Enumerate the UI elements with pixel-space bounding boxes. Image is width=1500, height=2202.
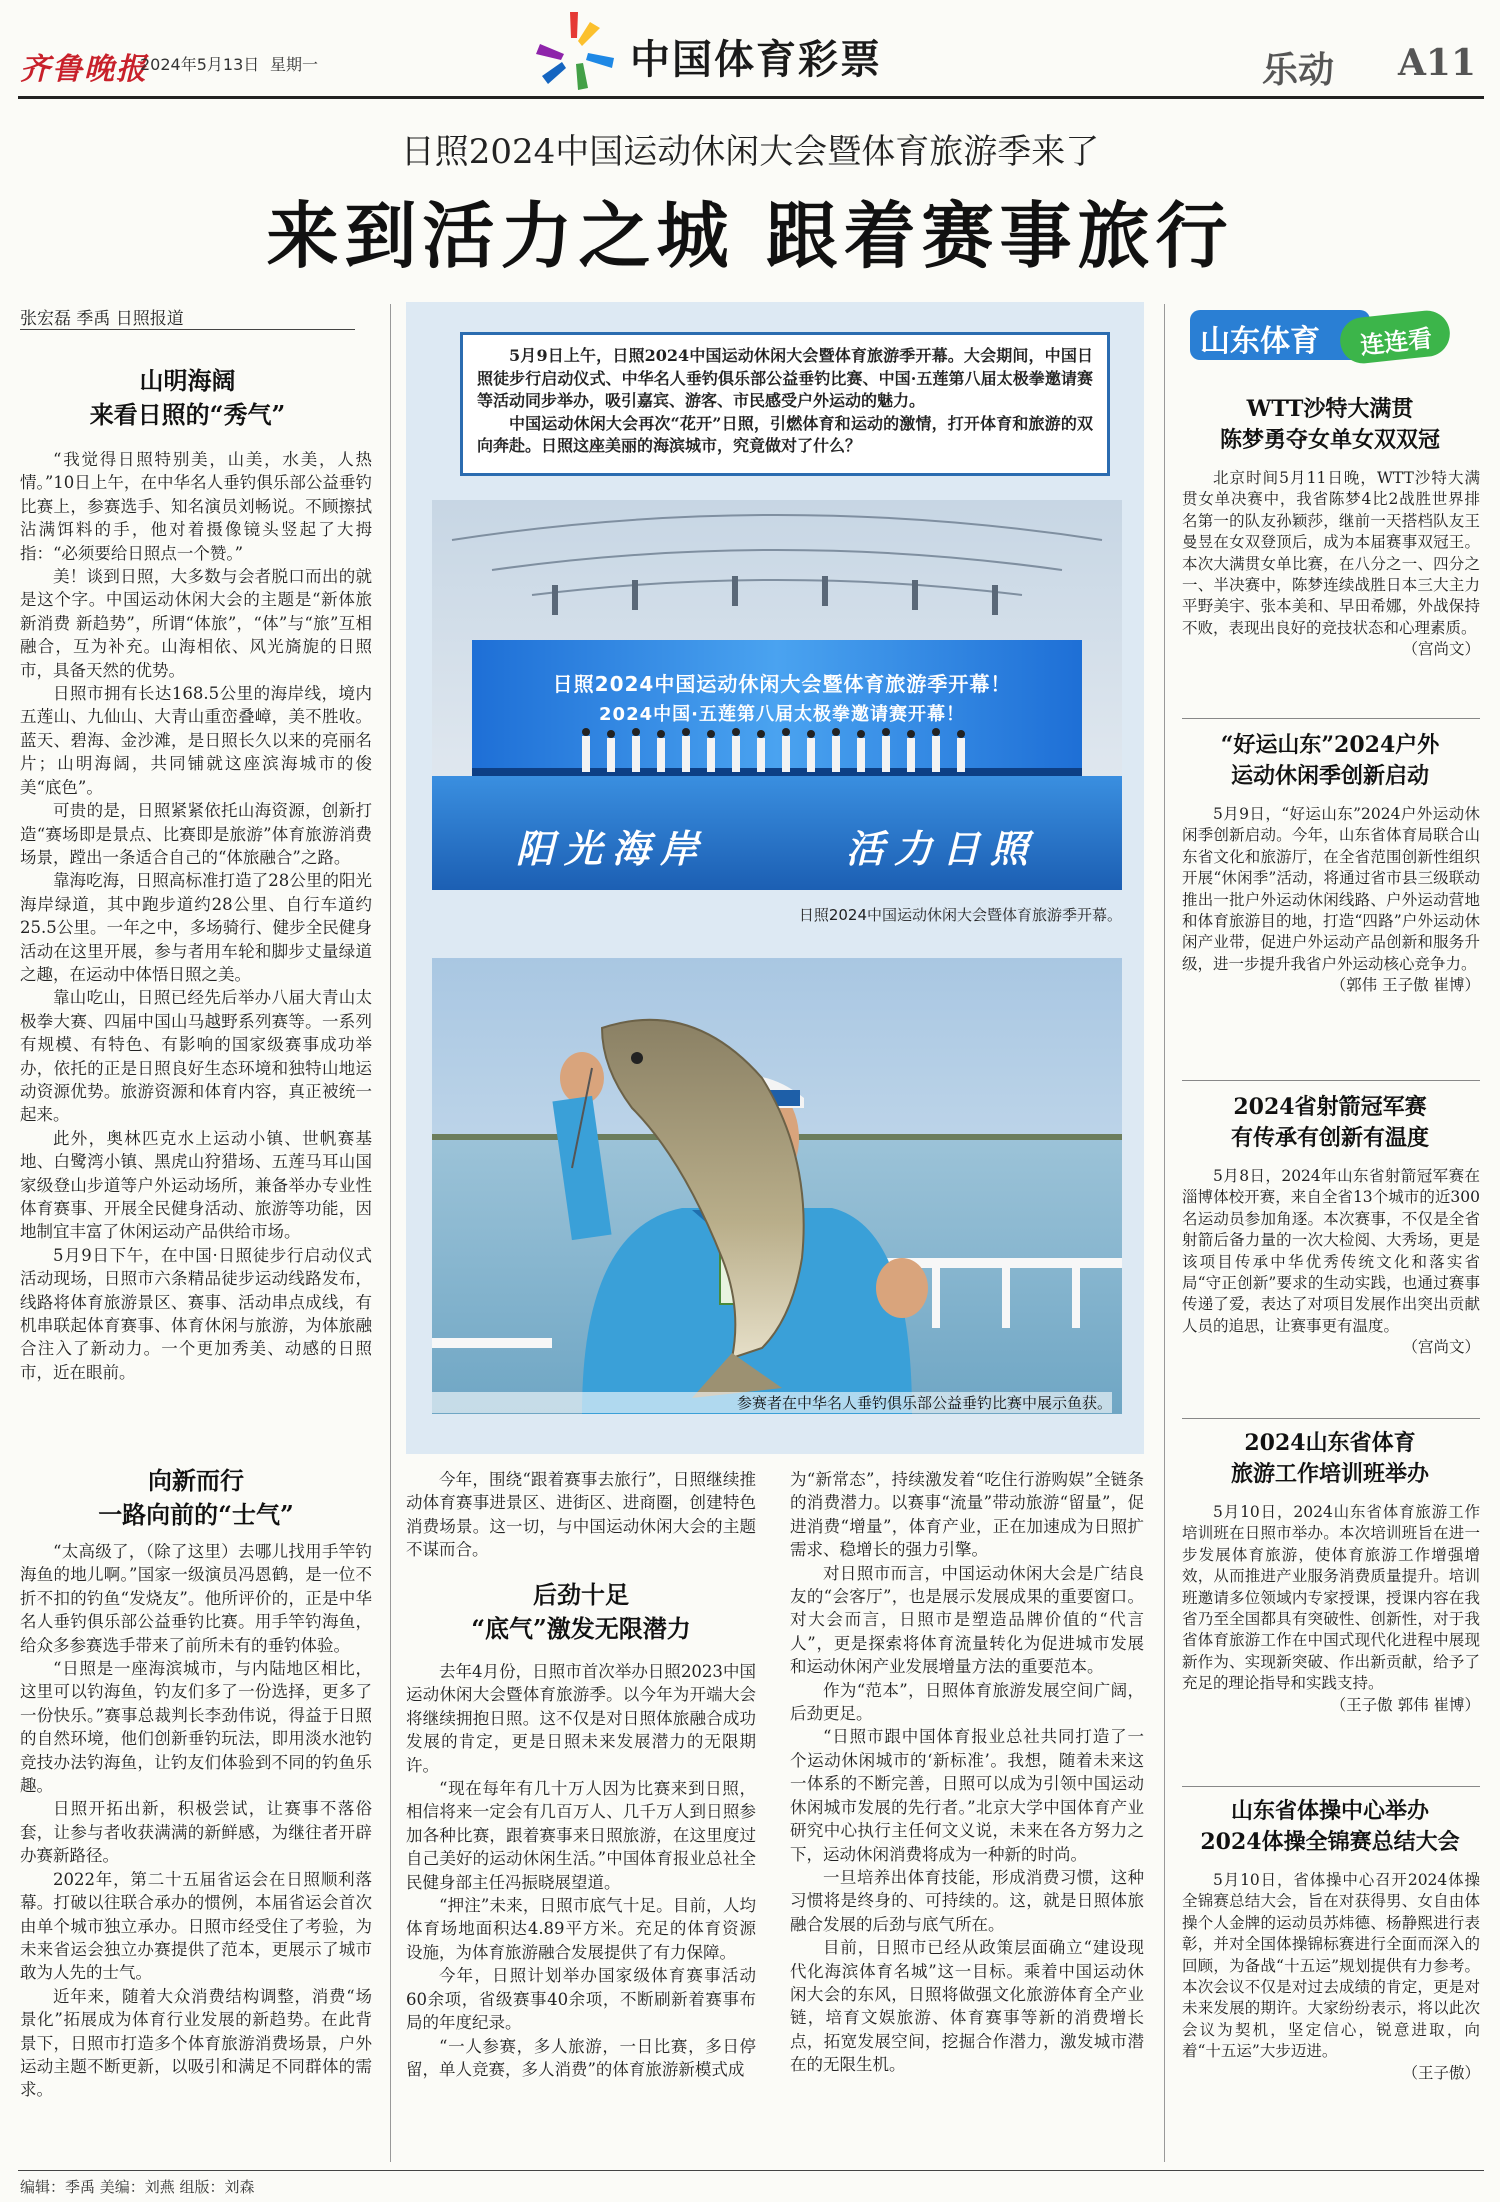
story-title-line2: 2024体操全锦赛总结大会: [1200, 1829, 1460, 1855]
lede-box: [460, 332, 1110, 476]
section3-heading: [406, 1578, 756, 1646]
story-author: （郭伟 王子傲 崔博）: [1330, 976, 1480, 995]
story5-body: [1182, 1870, 1480, 2162]
stage-banner-line1: 日照2024中国运动休闲大会暨体育旅游季开幕！: [552, 672, 1012, 696]
ceremony-photo: [432, 500, 1122, 890]
paragraph: 对日照市而言，中国运动休闲大会是广结良友的“会客厅”，也是展示发展成果的重要窗口。对大会而言，日照市是塑造品牌价值的“代言人”，更是探索将体育流量转化为促进城市发展和运动休闲产业发展增量方法的重要范本。: [790, 1563, 1144, 1677]
story4-heading: [1180, 1428, 1480, 1490]
angler-photo: [432, 958, 1122, 1414]
story-author: （王子傲 郭伟 崔博）: [1330, 1695, 1480, 1714]
paragraph: 一旦培养出体育技能，形成消费习惯，这种习惯将是终身的、可持续的。这，就是日照体旅融合发展的后劲与底气所在。: [790, 1867, 1144, 1934]
section2-heading: [20, 1464, 372, 1532]
story3-body: [1182, 1166, 1480, 1359]
paragraph: 5月8日，2024年山东省射箭冠军赛在淄博体校开赛，来自全省13个城市的近300名运动员参加角逐。本次赛事，不仅是全省射箭后备力量的一次大检阅、大秀场，更是该项目传承中华优秀传统文化和落实省局“守正创新”要求的生动实践，也通过赛事传递了爱，表达了对项目发展作出突出贡献人员的追思，让赛事更有温度。: [1182, 1167, 1480, 1335]
section2-title-line1: 向新而行: [148, 1466, 244, 1495]
story1-heading: [1180, 394, 1480, 456]
paragraph: 为“新常态”，持续激发着“吃住行游购娱”全链条的消费潜力。以赛事“流量”带动旅游“留量”，促进消费“增量”，体育产业，正在加速成为日照扩需求、稳增长的强力引擎。: [790, 1470, 1144, 1560]
story-title-line2: 旅游工作培训班举办: [1230, 1461, 1429, 1487]
column-divider: [390, 304, 391, 2162]
story-title-line1: 2024省射箭冠军赛: [1233, 1094, 1427, 1120]
story2-body: [1182, 804, 1480, 997]
paragraph: 日照市拥有长达168.5公里的海岸线，境内五莲山、九仙山、大青山重峦叠嶂，美不胜收。蓝天、碧海、金沙滩，是日照长久以来的亮丽名片；山明海阔，共同铺就这座滨海城市的俊美“底色”。: [20, 684, 372, 797]
section3-body: [406, 1660, 756, 2160]
masthead-rule: [18, 96, 1484, 99]
section3-title-line1: 后劲十足: [533, 1580, 629, 1609]
paragraph: “一人参赛，多人旅游，一日比赛，多日停留，单人竞赛，多人消费”的体育旅游新模式成: [406, 2036, 756, 2079]
story1-body: [1182, 468, 1480, 661]
paragraph: “押注”未来，日照市底气十足。目前，人均体育场地面积达4.89平方米。充足的体育资源设施，为体育旅游融合发展提供了有力保障。: [406, 1896, 756, 1962]
story-title-line2: 陈梦勇夺女单女双双冠: [1219, 427, 1440, 453]
footer-rule: [18, 2170, 1484, 2171]
masthead: [0, 0, 1500, 100]
paragraph: 今年，围绕“跟着赛事去旅行”，日照继续推动体育赛事进景区、进街区、进商圈，创建特色消费场景。这一切，与中国运动休闲大会的主题不谋而合。: [406, 1470, 756, 1560]
editor-credits: 编辑：季禹 美编：刘燕 组版：刘森: [20, 2178, 255, 2196]
headline-title: 来到活力之城 跟着赛事旅行: [266, 193, 1234, 278]
paragraph: 北京时间5月11日晚，WTT沙特大满贯女单决赛中，我省陈梦4比2战胜世界排名第一的队友孙颖莎，继前一天搭档队友王曼昱在女双登顶后，成为本届赛事双冠王。本次大满贯女单比赛，在八分之一、四分之一、半决赛中，陈梦连续战胜日本三大主力平野美宇、张本美和、早田希娜，外战保持不败，表现出良好的竞技状态和心理素质。: [1182, 469, 1480, 637]
paper-name: 齐鲁晚报: [20, 52, 148, 87]
paragraph: 5月10日，2024山东省体育旅游工作培训班在日照市举办。本次培训班旨在进一步发展体育旅游，使体育旅游工作增强增效，从而推进产业服务消费质量提升。培训班邀请多位领域内专家授课，授课内容在我省乃至全国都具有突破性、创新性，对于我省体育旅游工作在中国式现代化进程中展现新作为、实现新突破、作出新贡献，给予了充足的理论指导和实践支持。: [1182, 1503, 1480, 1693]
story-divider: [1182, 1786, 1480, 1787]
byline-rule: [20, 329, 355, 330]
headline-kicker: 日照2024中国运动休闲大会暨体育旅游季来了: [400, 132, 1100, 172]
story-author: （宫尚文）: [1402, 1338, 1480, 1357]
story-title-line1: “好运山东”2024户外: [1220, 732, 1440, 758]
story-author: （宫尚文）: [1402, 640, 1480, 659]
lede-paragraph: 中国运动休闲大会再次“花开”日照，引燃体育和运动的激情，打开体育和旅游的双向奔赴。日照这座美丽的海滨城市，究竟做对了什么？: [477, 413, 1093, 455]
paragraph: “日照市跟中国体育报业总社共同打造了一个运动休闲城市的‘新标准’。我想，随着未来这一体系的不断完善，日照可以成为引领中国运动休闲城市发展的先行者。”北京大学中国体育产业研究中心执行主任何文义说，未来在各方努力之下，运动休闲消费将成为一种新的时尚。: [790, 1727, 1144, 1864]
story-title-line2: 运动休闲季创新启动: [1230, 763, 1429, 789]
story-title-line2: 有传承有创新有温度: [1230, 1125, 1429, 1151]
lottery-name: 中国体育彩票: [630, 37, 882, 83]
story4-body: [1182, 1502, 1480, 1716]
paragraph: 近年来，随着大众消费结构调整，消费“场景化”拓展成为体育行业发展的新趋势。在此背景下，日照市打造多个体育旅游消费场景，户外运动主题不断更新，以吸引和满足不同群体的需求。: [20, 1986, 372, 2100]
angler-caption: 参赛者在中华名人垂钓俱乐部公益垂钓比赛中展示鱼获。: [432, 1392, 1112, 1413]
story-title-line1: 2024山东省体育: [1244, 1430, 1416, 1456]
paragraph: 去年4月份，日照市首次举办日照2023中国运动休闲大会暨体育旅游季。以今年为开端大会将继续拥抱日照。这不仅是对日照体旅融合成功发展的肯定，更是日照未来发展潜力的无限期许。: [406, 1662, 756, 1775]
paragraph: 靠山吃山，日照已经先后举办八届大青山太极拳大赛、四届中国山马越野系列赛等。一系列有规模、有特色、有影响的国家级赛事成功举办，依托的正是日照良好生态环境和独特山地运动资源优势。旅游资源和体育内容，真正被统一起来。: [20, 988, 372, 1125]
stage-banner-line2: 2024中国·五莲第八届太极拳邀请赛开幕！: [599, 704, 965, 725]
paragraph: 美！谈到日照，大多数与会者脱口而出的就是这个字。中国运动休闲大会的主题是“新体旅 新消费 新趋势”，所谓“体旅”，“体”与“旅”互相融合，互为补充。山海相依、风光旖旎的日照市，具备天然的优势。: [20, 567, 372, 680]
shandong-sports-badge: [1190, 304, 1460, 366]
section2-body: [20, 1540, 372, 2160]
section3-title-line2: “底气”激发无限潜力: [471, 1614, 691, 1643]
story3-heading: [1180, 1092, 1480, 1154]
floor-text-left: 阳光海岸: [515, 826, 708, 871]
story-title-line1: 山东省体操中心举办: [1230, 1798, 1429, 1824]
paragraph: “现在每年有几十万人因为比赛来到日照，相信将来一定会有几百万人、几千万人到日照参加各种比赛，跟着赛事来日照旅游，在这里度过自己美好的运动休闲生活。”中国体育报业总社全民健身部主任冯振晓展望道。: [406, 1779, 756, 1892]
angler-image: [432, 958, 1122, 1414]
paragraph: 目前，日照市已经从政策层面确立“建设现代化海滨体育名城”这一目标。乘着中国运动休闲大会的东风，日照将做强文化旅游体育全产业链，培育文娱旅游、体育赛事等新的消费增长点，拓宽发展空间，挖掘合作潜力，激发城市潜在的无限生机。: [790, 1938, 1144, 2075]
paragraph: 5月10日，省体操中心召开2024体操全锦赛总结大会，旨在对获得男、女自由体操个人金牌的运动员苏炜德、杨静熙进行表彰，并对全国体操锦标赛进行全面而深入的回顾，为备战“十五运”规划提供有力参考。本次会议不仅是对过去成绩的肯定，更是对未来发展的期许。大家纷纷表示，将以此次会议为契机，坚定信心，锐意进取，向着“十五运”大步迈进。: [1182, 1871, 1480, 2061]
paragraph: 日照开拓出新，积极尝试，让赛事不落俗套，让参与者收获满满的新鲜感，为继往者开辟办赛新路径。: [20, 1799, 372, 1866]
badge-tag: 连连看: [1358, 324, 1434, 360]
paragraph: 5月9日，“好运山东”2024户外运动休闲季创新启动。今年，山东省体育局联合山东省文化和旅游厅，在全省范围创新性组织开展“休闲季”活动，将通过省市县三级联动推出一批户外运动休闲线路、户外运动营地和体育旅游目的地，打造“四路”户外运动休闲产业带，促进户外运动产品创新和服务升级，进一步提升我省户外运动核心竞争力。: [1182, 805, 1480, 973]
paragraph: 5月9日下午，在中国·日照徒步行启动仪式活动现场，日照市六条精品徒步运动线路发布，线路将体育旅游景区、赛事、活动串点成线，有机串联起体育赛事、体育休闲与旅游，为体旅融合注入了新动力。一个更加秀美、动感的日照市，近在眼前。: [20, 1245, 372, 1382]
story-divider: [1182, 1080, 1480, 1081]
floor-text-right: 活力日照: [845, 826, 1038, 871]
byline: 张宏磊 季禹 日照报道: [20, 309, 184, 329]
story5-heading: [1180, 1796, 1480, 1858]
middle-column-2: [790, 1468, 1144, 2160]
badge-text: 山东体育: [1200, 324, 1320, 359]
story-divider: [1182, 718, 1480, 719]
paragraph: “太高级了，（除了这里）去哪儿找用手竿钓海鱼的地儿啊。”国家一级演员冯恩鹤，是一位不折不扣的钓鱼“发烧友”。他所评价的，正是中华名人垂钓俱乐部公益垂钓比赛。用手竿钓海鱼，给众多参赛选手带来了前所未有的垂钓体验。: [20, 1542, 372, 1655]
section1-body: [20, 448, 372, 1438]
paragraph: “我觉得日照特别美，山美，水美，人热情。”10日上午，在中华名人垂钓俱乐部公益垂钓比赛上，参赛选手、知名演员刘畅说。不顾擦拭沾满饵料的手，他对着摄像镜头竖起了大拇指：“必须要给日照点一个赞。”: [20, 450, 372, 563]
paragraph: “日照是一座海滨城市，与内陆地区相比，这里可以钓海鱼，钓友们多了一份选择，更多了一份快乐。”赛事总裁判长李劲伟说，得益于日照的自然环境，他们创新垂钓玩法，即用淡水池钓竞技办法钓海鱼，让钓友们体验到不同的钓鱼乐趣。: [20, 1659, 372, 1796]
lede-paragraph: 5月9日上午，日照2024中国运动休闲大会暨体育旅游季开幕。大会期间，中国日照徒步行启动仪式、中华名人垂钓俱乐部公益垂钓比赛、中国·五莲第八届太极拳邀请赛等活动同步举办，吸引嘉宾、游客、市民感受户外运动的魅力。: [477, 346, 1093, 410]
paragraph: 可贵的是，日照紧紧依托山海资源，创新打造“赛场即是景点、比赛即是旅游”体育旅游消费场景，蹚出一条适合自己的“体旅融合”之路。: [20, 801, 372, 867]
paragraph: 靠海吃海，日照高标准打造了28公里的阳光海岸绿道，其中跑步道约28公里、自行车道约25.5公里。一年之中，多场骑行、健步全民健身活动在这里开展，参与者用车轮和脚步丈量绿道之趣，在运动中体悟日照之美。: [20, 871, 372, 984]
paragraph: 今年，日照计划举办国家级体育赛事活动60余项，省级赛事40余项，不断刷新着赛事布局的年度纪录。: [406, 1966, 756, 2033]
paragraph: 2022年，第二十五届省运会在日照顺利落幕。打破以往联合承办的惯例，本届省运会首次由单个城市独立承办。日照市经受住了考验，为未来省运会独立办赛提供了范本，更展示了城市敢为人先的士气。: [20, 1869, 372, 1983]
paragraph: 作为“范本”，日照体育旅游发展空间广阔，后劲更足。: [790, 1680, 1144, 1724]
story-title-line1: WTT沙特大满贯: [1246, 396, 1414, 422]
story-divider: [1182, 1418, 1480, 1419]
ceremony-caption: 日照2024中国运动休闲大会暨体育旅游季开幕。: [798, 906, 1122, 924]
issue-weekday: 星期一: [270, 55, 319, 74]
section1-title-line2: 来看日照的“秀气”: [89, 400, 286, 429]
lottery-star-icon: [530, 8, 620, 92]
story2-heading: [1180, 730, 1480, 792]
column-divider: [1164, 304, 1165, 2162]
section-name: 乐动: [1262, 49, 1335, 91]
paragraph: 此外，奥林匹克水上运动小镇、世帆赛基地、白鹭湾小镇、黑虎山狩猎场、五莲马耳山国家级登山步道等户外运动场所，兼备举办专业性体育赛事、开展全民健身活动、旅游等功能，因地制宜丰富了休闲运动产品供给市场。: [20, 1128, 372, 1242]
story-author: （王子傲）: [1402, 2063, 1480, 2082]
section1-heading: [20, 364, 355, 432]
section1-title-line1: 山明海阔: [139, 366, 236, 395]
page-number: A11: [1398, 42, 1477, 84]
issue-date: 2024年5月13日: [140, 55, 260, 74]
section2-title-line2: 一路向前的“士气”: [98, 1500, 294, 1529]
